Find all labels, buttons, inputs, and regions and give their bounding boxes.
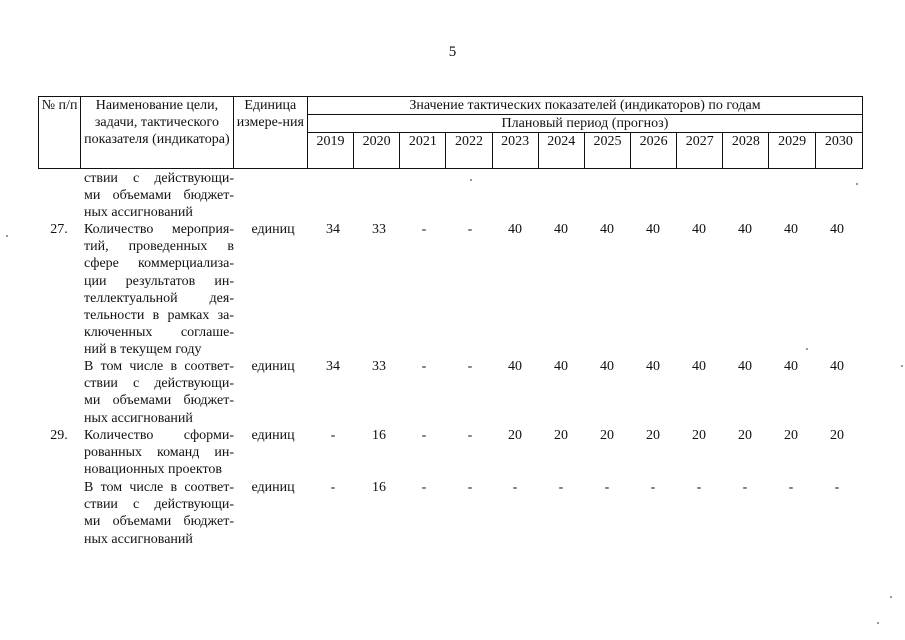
indicator-name-line: ми объемами бюджет- xyxy=(84,514,234,530)
value-2023: 40 xyxy=(508,222,522,237)
value-2025: 40 xyxy=(600,222,614,237)
value-2028: - xyxy=(742,480,748,495)
year-header-2026: 2026 xyxy=(631,133,677,169)
unit-value: единиц xyxy=(251,359,295,374)
value-2030: 40 xyxy=(830,359,844,374)
value-2025: 20 xyxy=(600,428,614,443)
value-2027: 20 xyxy=(692,428,706,443)
row-number: 29. xyxy=(50,428,68,443)
indicator-name-line: ных ассигнований xyxy=(84,531,193,547)
value-2024: 20 xyxy=(554,428,568,443)
indicator-name xyxy=(84,427,234,479)
value-2022: - xyxy=(467,428,473,443)
indicator-name-line: ми объемами бюджет- xyxy=(84,188,234,204)
year-header-2029: 2029 xyxy=(769,133,815,169)
table-header xyxy=(38,96,863,166)
year-header-2021: 2021 xyxy=(400,133,446,169)
value-2026: - xyxy=(650,480,656,495)
value-2022: - xyxy=(467,359,473,374)
year-header-2020: 2020 xyxy=(354,133,400,169)
unit-value: единиц xyxy=(251,480,295,495)
value-2021: - xyxy=(421,428,427,443)
value-2025: 40 xyxy=(600,359,614,374)
value-2020: 33 xyxy=(372,359,386,374)
unit-value: единиц xyxy=(251,428,295,443)
value-2022: - xyxy=(467,480,473,495)
indicator-name xyxy=(84,479,234,548)
value-2028: 40 xyxy=(738,222,752,237)
value-2030: 20 xyxy=(830,428,844,443)
value-2020: 16 xyxy=(372,480,386,495)
header-values: Значение тактических показателей (индикаторов) по годам xyxy=(307,97,862,115)
indicator-name-line: теллектуальной дея- xyxy=(84,290,234,306)
indicator-name-line: В том числе в соответ- xyxy=(84,480,234,495)
indicator-name-line: В том числе в соответ- xyxy=(84,359,234,374)
indicator-name-line: ствии с действующи- xyxy=(84,171,234,186)
year-header-2028: 2028 xyxy=(723,133,769,169)
indicator-name-line: ствии с действующи- xyxy=(84,376,234,392)
row-number: 27. xyxy=(50,222,68,237)
indicator-name-line: тий, проведенных в xyxy=(84,239,234,255)
year-header-2027: 2027 xyxy=(677,133,723,169)
indicator-name xyxy=(84,358,234,427)
value-2019: 34 xyxy=(326,222,340,237)
indicator-name-line: ми объемами бюджет- xyxy=(84,393,234,409)
value-2023: 20 xyxy=(508,428,522,443)
year-header-2022: 2022 xyxy=(446,133,492,169)
value-2024: 40 xyxy=(554,222,568,237)
value-2027: 40 xyxy=(692,359,706,374)
header-period: Плановый период (прогноз) xyxy=(307,115,862,133)
year-header-2024: 2024 xyxy=(538,133,584,169)
indicator-name-line: ствии с действующи- xyxy=(84,497,234,513)
indicator-name-line: новационных проектов xyxy=(84,462,223,478)
value-2020: 33 xyxy=(372,222,386,237)
value-2029: - xyxy=(788,480,794,495)
header-num: № п/п xyxy=(39,97,81,169)
value-2022: - xyxy=(467,222,473,237)
indicator-name-line: рованных команд ин- xyxy=(84,445,234,461)
value-2026: 40 xyxy=(646,222,660,237)
indicator-name xyxy=(84,221,234,359)
value-2030: - xyxy=(834,480,840,495)
indicator-name-line: ции результатов ин- xyxy=(84,273,234,289)
year-header-2023: 2023 xyxy=(492,133,538,169)
value-2028: 40 xyxy=(738,359,752,374)
value-2023: 40 xyxy=(508,359,522,374)
indicator-name-line: ных ассигнований xyxy=(84,205,193,221)
indicator-name-line: ных ассигнований xyxy=(84,410,193,426)
indicator-name-line: ключенных соглаше- xyxy=(84,325,234,341)
year-header-2030: 2030 xyxy=(815,133,862,169)
unit-value: единиц xyxy=(251,222,295,237)
header-name: Наименование цели, задачи, тактического показателя (индикатора) xyxy=(81,97,234,169)
value-2021: - xyxy=(421,222,427,237)
indicator-name-line: Количество сформи- xyxy=(84,428,234,443)
value-2029: 40 xyxy=(784,222,798,237)
page-number: 5 xyxy=(448,44,457,60)
value-2026: 40 xyxy=(646,359,660,374)
value-2019: - xyxy=(330,428,336,443)
indicator-name xyxy=(84,170,234,222)
year-header-2025: 2025 xyxy=(584,133,630,169)
value-2029: 20 xyxy=(784,428,798,443)
value-2021: - xyxy=(421,359,427,374)
value-2024: 40 xyxy=(554,359,568,374)
value-2030: 40 xyxy=(830,222,844,237)
year-header-2019: 2019 xyxy=(307,133,353,169)
value-2023: - xyxy=(512,480,518,495)
value-2027: 40 xyxy=(692,222,706,237)
value-2024: - xyxy=(558,480,564,495)
value-2026: 20 xyxy=(646,428,660,443)
value-2019: - xyxy=(330,480,336,495)
value-2027: - xyxy=(696,480,702,495)
header-unit: Единица измере-ния xyxy=(233,97,307,169)
indicator-name-line: Количество мероприя- xyxy=(84,222,234,237)
indicator-name-line: ний в текущем году xyxy=(84,342,202,358)
value-2025: - xyxy=(604,480,610,495)
indicator-name-line: сфере коммерциализа- xyxy=(84,256,234,272)
value-2019: 34 xyxy=(326,359,340,374)
value-2020: 16 xyxy=(372,428,386,443)
value-2029: 40 xyxy=(784,359,798,374)
indicator-name-line: тельности в рамках за- xyxy=(84,308,234,324)
value-2021: - xyxy=(421,480,427,495)
value-2028: 20 xyxy=(738,428,752,443)
